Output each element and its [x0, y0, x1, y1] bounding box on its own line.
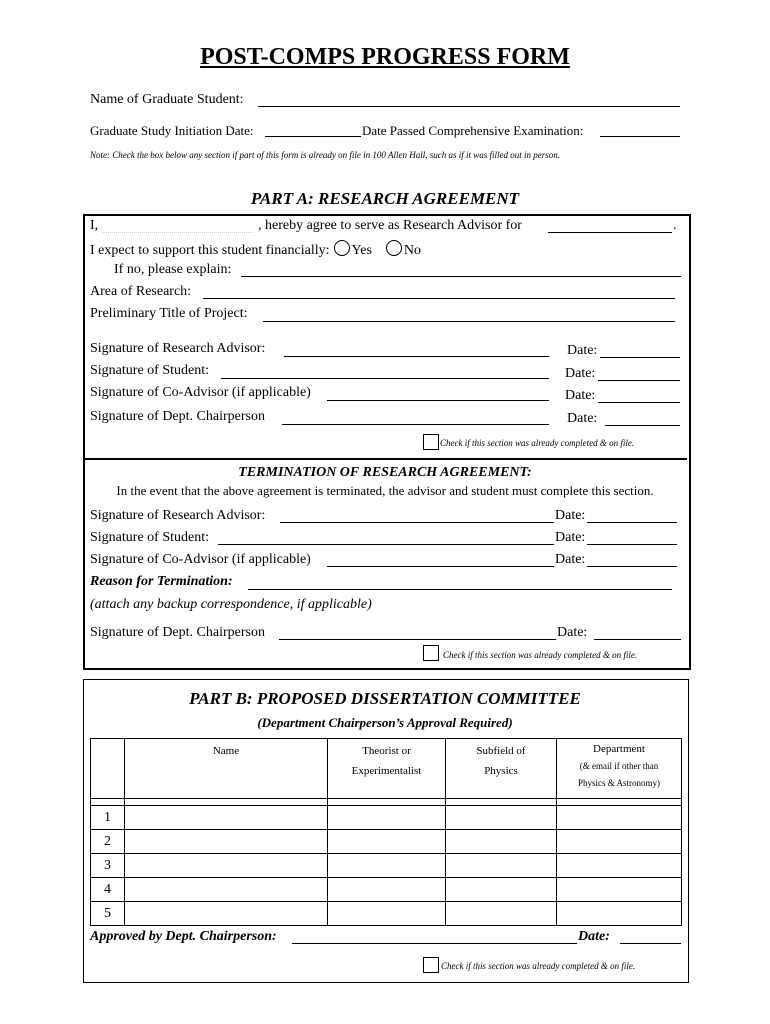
sig-coadvisor-field[interactable]	[327, 400, 549, 401]
member-department-cell[interactable]	[557, 878, 682, 902]
row-number: 3	[91, 854, 125, 878]
sig-advisor-date-field[interactable]	[600, 357, 680, 358]
area-label: Area of Research:	[90, 284, 192, 299]
student-name-field[interactable]	[258, 106, 680, 107]
member-subfield-cell[interactable]	[446, 878, 557, 902]
sig-student-date-label: Date:	[565, 366, 596, 381]
sig-coadvisor-label: Signature of Co-Advisor (if applicable)	[90, 385, 311, 400]
note-text: Note: Check the box below any section if part of this form is already on file in 100 Allen Hall, such as if it was filled out in person.	[90, 150, 560, 160]
sig-student-field[interactable]	[221, 378, 549, 379]
project-title-field[interactable]	[263, 321, 675, 322]
term-sig-coadvisor-field[interactable]	[327, 566, 554, 567]
part-a-heading: PART A: RESEARCH AGREEMENT	[250, 189, 520, 208]
comp-exam-date-label: Date Passed Comprehensive Examination:	[362, 123, 584, 138]
yes-radio[interactable]	[334, 240, 350, 256]
no-radio[interactable]	[386, 240, 402, 256]
initiation-date-label: Graduate Study Initiation Date:	[90, 123, 254, 138]
member-subfield-cell[interactable]	[446, 902, 557, 926]
reason-label: Reason for Termination:	[90, 574, 233, 589]
member-name-cell[interactable]	[125, 902, 328, 926]
member-type-cell[interactable]	[328, 902, 446, 926]
term-sig-chair-field[interactable]	[279, 639, 556, 640]
row-number: 4	[91, 878, 125, 902]
explain-label: If no, please explain:	[114, 262, 232, 277]
member-department-cell[interactable]	[557, 854, 682, 878]
member-name-cell[interactable]	[125, 854, 328, 878]
committee-table	[90, 738, 682, 926]
member-subfield-cell[interactable]	[446, 854, 557, 878]
part-a-checkbox[interactable]	[423, 434, 439, 450]
support-question	[90, 240, 421, 259]
col-department-header: Department (& email if other than Physics & Astronomy)	[557, 739, 682, 799]
page-title: POST-COMPS PROGRESS FORM	[200, 44, 570, 70]
agree-end: .	[673, 218, 677, 233]
row-number: 5	[91, 902, 125, 926]
support-label: I expect to support this student financially:	[90, 243, 330, 258]
table-row	[91, 854, 682, 878]
table-row	[91, 830, 682, 854]
table-row	[91, 878, 682, 902]
section-divider	[85, 458, 687, 460]
member-subfield-cell[interactable]	[446, 806, 557, 830]
row-number: 1	[91, 806, 125, 830]
termination-checkbox[interactable]	[423, 645, 439, 661]
approved-date-field[interactable]	[620, 943, 681, 944]
member-type-cell[interactable]	[328, 830, 446, 854]
initiation-date-field[interactable]	[265, 136, 361, 137]
sig-advisor-field[interactable]	[284, 356, 549, 357]
advisor-name-field[interactable]	[103, 232, 253, 233]
term-sig-chair-date-label: Date:	[557, 625, 588, 640]
approved-label: Approved by Dept. Chairperson:	[90, 929, 277, 944]
term-sig-student-date-label: Date:	[555, 530, 586, 545]
attach-note: (attach any backup correspondence, if applicable)	[90, 597, 372, 612]
reason-field[interactable]	[248, 589, 672, 590]
term-sig-advisor-date-field[interactable]	[587, 522, 677, 523]
part-b-heading: PART B: PROPOSED DISSERTATION COMMITTEE	[189, 689, 581, 708]
part-b-check-text: Check if this section was already completed & on file.	[441, 961, 636, 971]
sig-coadvisor-date-field[interactable]	[598, 402, 680, 403]
comp-exam-date-field[interactable]	[600, 136, 680, 137]
table-row	[91, 902, 682, 926]
term-sig-student-date-field[interactable]	[587, 544, 677, 545]
member-department-cell[interactable]	[557, 830, 682, 854]
row-number: 2	[91, 830, 125, 854]
member-department-cell[interactable]	[557, 806, 682, 830]
term-sig-chair-date-field[interactable]	[594, 639, 681, 640]
table-row	[91, 806, 682, 830]
term-sig-coadvisor-date-field[interactable]	[587, 566, 677, 567]
agree-prefix: I,	[90, 218, 99, 233]
member-subfield-cell[interactable]	[446, 830, 557, 854]
part-b-checkbox[interactable]	[423, 957, 439, 973]
yes-label: Yes	[351, 243, 372, 258]
term-sig-chair-label: Signature of Dept. Chairperson	[90, 625, 265, 640]
sig-student-label: Signature of Student:	[90, 363, 209, 378]
sig-chair-field[interactable]	[282, 424, 549, 425]
term-sig-coadvisor-date-label: Date:	[555, 552, 586, 567]
sig-chair-label: Signature of Dept. Chairperson	[90, 409, 265, 424]
explain-field[interactable]	[241, 276, 681, 277]
term-sig-advisor-field[interactable]	[280, 522, 554, 523]
sig-student-date-field[interactable]	[598, 380, 680, 381]
approved-date-label: Date:	[578, 929, 610, 944]
sig-advisor-label: Signature of Research Advisor:	[90, 341, 266, 356]
member-type-cell[interactable]	[328, 854, 446, 878]
col-subfield-header: Subfield of Physics	[446, 739, 557, 799]
term-sig-advisor-label: Signature of Research Advisor:	[90, 508, 266, 523]
term-sig-student-label: Signature of Student:	[90, 530, 209, 545]
sig-coadvisor-date-label: Date:	[565, 388, 596, 403]
termination-heading: TERMINATION OF RESEARCH AGREEMENT:	[238, 465, 532, 480]
col-name-header: Name	[125, 739, 328, 799]
sig-chair-date-field[interactable]	[605, 425, 680, 426]
member-name-cell[interactable]	[125, 830, 328, 854]
member-type-cell[interactable]	[328, 878, 446, 902]
part-b-subheading: (Department Chairperson’s Approval Required)	[257, 715, 513, 730]
col-theorist-header: Theorist or Experimentalist	[328, 739, 446, 799]
termination-check-text: Check if this section was already completed & on file.	[443, 650, 638, 660]
part-a-check-text: Check if this section was already completed & on file.	[440, 438, 635, 448]
member-type-cell[interactable]	[328, 806, 446, 830]
member-department-cell[interactable]	[557, 902, 682, 926]
sig-advisor-date-label: Date:	[567, 343, 598, 358]
project-title-label: Preliminary Title of Project:	[90, 306, 248, 321]
sig-chair-date-label: Date:	[567, 411, 598, 426]
member-name-cell[interactable]	[125, 878, 328, 902]
no-label: No	[403, 243, 422, 258]
agree-text: , hereby agree to serve as Research Advisor for	[258, 218, 522, 233]
member-name-cell[interactable]	[125, 806, 328, 830]
term-sig-advisor-date-label: Date:	[555, 508, 586, 523]
term-sig-student-field[interactable]	[218, 544, 554, 545]
col-number-header	[91, 739, 125, 799]
area-field[interactable]	[203, 298, 675, 299]
student-name-label: Name of Graduate Student:	[90, 92, 244, 107]
termination-intro: In the event that the above agreement is terminated, the advisor and student must complete this section.	[116, 483, 654, 498]
advisee-name-field[interactable]	[548, 232, 672, 233]
approved-signature-field[interactable]	[292, 943, 577, 944]
term-sig-coadvisor-label: Signature of Co-Advisor (if applicable)	[90, 552, 311, 567]
